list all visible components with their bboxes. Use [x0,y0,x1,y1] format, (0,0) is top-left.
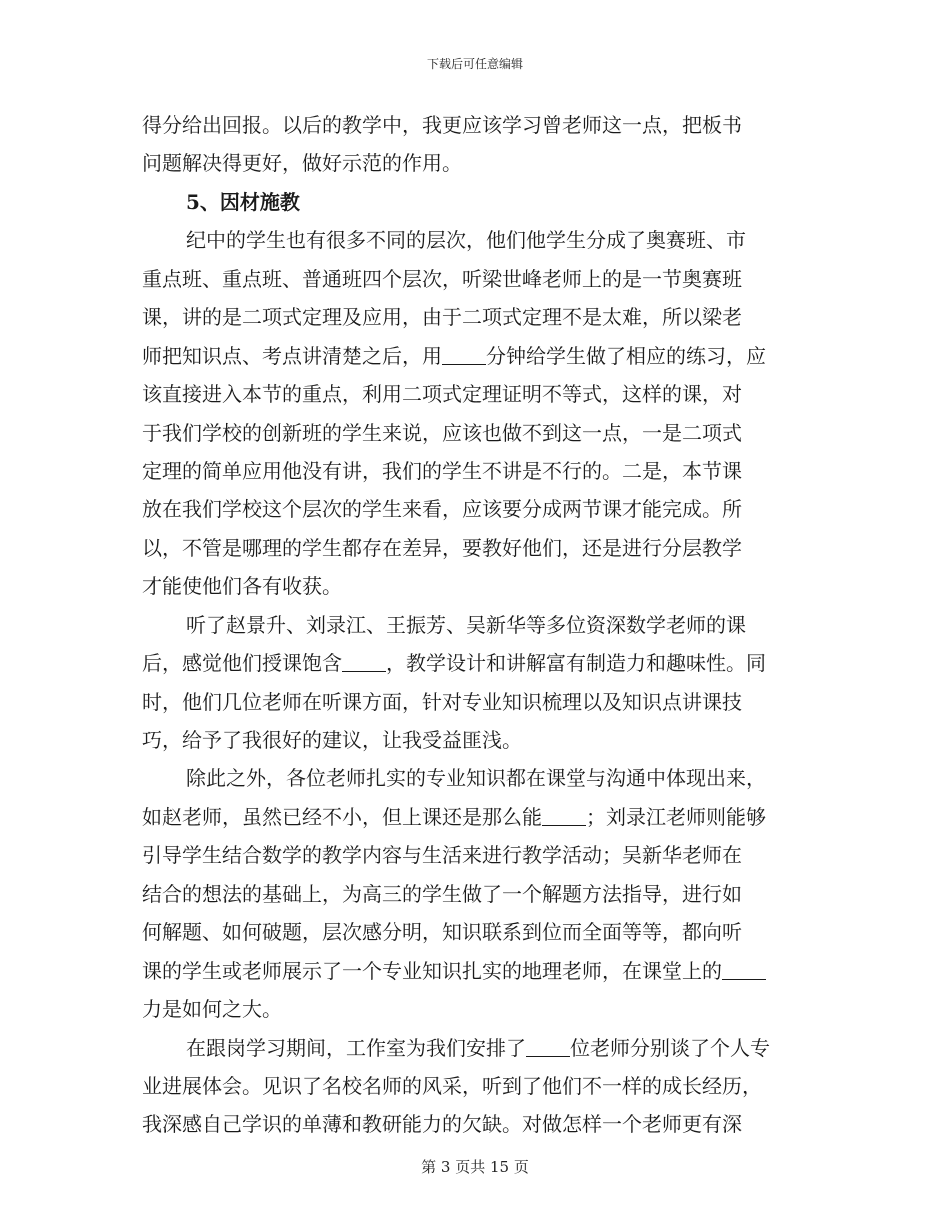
text-line: 除此之外，各位老师扎实的专业知识都在课堂与沟通中体现出来， [186,766,766,791]
text-line: 业进展体会。见识了名校名师的风采，听到了他们不一样的成长经历， [142,1073,762,1098]
text-line: 重点班、重点班、普通班四个层次，听梁世峰老师上的是一节奥赛班 [142,266,742,291]
document-body [142,106,810,1144]
text-line: 何解题、如何破题，层次感分明，知识联系到位而全面等等，都向听 [142,920,742,945]
page-header: 下载后可任意编辑 [426,57,523,71]
text-line: 课，讲的是二项式定理及应用，由于二项式定理不是太难，所以梁老 [142,305,742,330]
text-line: 课的学生或老师展示了一个专业知识扎实的地理老师，在课堂上的 [142,952,810,990]
text-line: 该直接进入本节的重点，利用二项式定理证明不等式，这样的课，对 [142,382,742,407]
text-line: 于我们学校的创新班的学生来说，应该也做不到这一点，一是二项式 [142,420,742,445]
text-line: 如赵老师，虽然已经不小，但上课还是那么能 ；刘录江老师则能够 [142,804,766,829]
text-line: 引导学生结合数学的教学内容与生活来进行教学活动；吴新华老师在 [142,843,742,868]
text-line: 结合的想法的基础上，为高三的学生做了一个解题方法指导，进行如 [142,881,742,906]
text-line: 才能使他们各有收获。 [142,574,342,599]
text-line: 得分给出回报。以后的教学中，我更应该学习曾老师这一点，把板书 [142,113,742,137]
text-line: 纪中的学生也有很多不同的层次，他们他学生分成了奥赛班、市 [186,228,746,253]
text-line: 巧，给予了我很好的建议，让我受益匪浅。 [142,728,522,752]
section-heading: 5、因材施教 [186,189,300,214]
text-line: 后，感觉他们授课饱含 ，教学设计和讲解富有制造力和趣味性。同 [142,651,766,676]
page-number: 第 3 页共 15 页 [421,1158,529,1176]
fill-in-blank [442,346,486,365]
text-line: 在跟岗学习期间，工作室为我们安排了 位老师分别谈了个人专 [186,1035,770,1060]
text-line: 时，他们几位老师在听课方面，针对专业知识梳理以及知识点讲课技 [142,689,742,714]
text-line: 放在我们学校这个层次的学生来看，应该要分成两节课才能完成。所 [142,497,742,522]
text-line: 我深感自己学识的单薄和教研能力的欠缺。对做怎样一个老师更有深 [142,1112,742,1137]
text-line: 师把知识点、考点讲清楚之后，用 分钟给学生做了相应的练习，应 [142,343,766,368]
text-line: 听了赵景升、刘录江、王振芳、吴新华等多位资深数学老师的课 [186,612,746,637]
fill-in-blank [526,1038,570,1057]
fill-in-blank [342,653,386,672]
text-line: 问题解决得更好，做好示范的作用。 [142,151,462,176]
text-line: 以，不管是哪理的学生都存在差异，要教好他们，还是进行分层教学 [142,535,742,560]
fill-in-blank [722,961,766,980]
text-line: 定理的简单应用他没有讲，我们的学生不讲是不行的。二是，本节课 [142,458,742,483]
fill-in-blank [542,807,586,826]
text-line: 力是如何之大。 [142,997,282,1022]
